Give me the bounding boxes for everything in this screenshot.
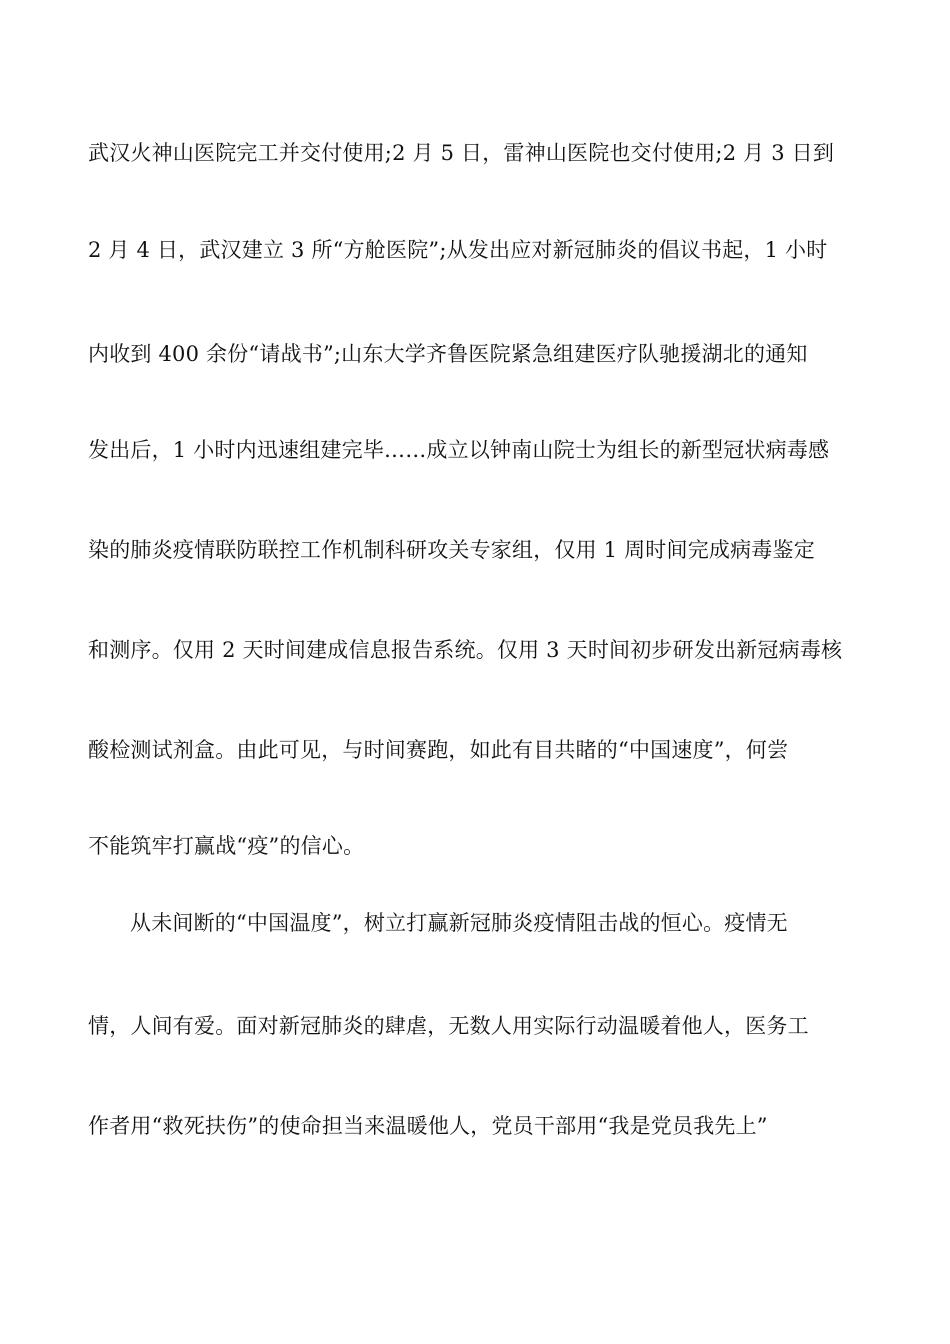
text-line: 武汉火神山医院完工并交付使用;2 月 5 日，雷神山医院也交付使用;2 月 3 日到 (88, 141, 835, 165)
text-line: 染的肺炎疫情联防联控工作机制科研攻关专家组，仅用 1 周时间完成病毒鉴定 (88, 538, 815, 562)
text-line: 不能筑牢打赢战“疫”的信心。 (88, 834, 365, 858)
text-line: 作者用“救死扶伤”的使命担当来温暖他人，党员干部用“我是党员我先上” (88, 1114, 768, 1138)
text-line: 发出后，1 小时内迅速组建完毕……成立以钟南山院士为组长的新型冠状病毒感 (88, 438, 830, 462)
text-line: 酸检测试剂盒。由此可见，与时间赛跑，如此有目共睹的“中国速度”，何尝 (88, 738, 789, 762)
text-line: 2 月 4 日，武汉建立 3 所“方舱医院”;从发出应对新冠肺炎的倡议书起，1 小时 (88, 238, 828, 262)
text-line: 内收到 400 余份“请战书”;山东大学齐鲁医院紧急组建医疗队驰援湖北的通知 (88, 342, 808, 366)
text-line: 和测序。仅用 2 天时间建成信息报告系统。仅用 3 天时间初步研发出新冠病毒核 (88, 638, 843, 662)
text-line: 情，人间有爱。面对新冠肺炎的肆虐，无数人用实际行动温暖着他人，医务工 (88, 1014, 809, 1038)
paragraph-first-line: 从未间断的“中国温度”，树立打赢新冠肺炎疫情阻击战的恒心。疫情无 (130, 911, 788, 935)
